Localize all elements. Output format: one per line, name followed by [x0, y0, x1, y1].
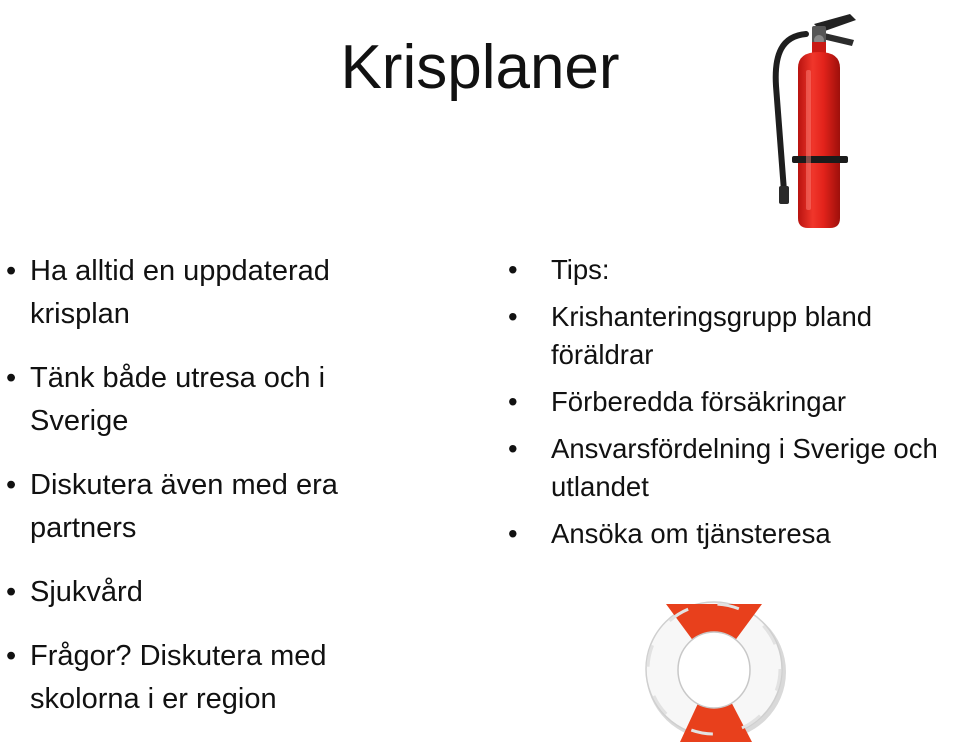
bullet-item: • Ansvarsfördelning i Sverige och utlandet	[506, 430, 960, 506]
left-bullet-list	[0, 250, 420, 742]
right-bullet-list	[506, 251, 960, 562]
bullet-item: • Tänk både utresa och i Sverige	[0, 357, 420, 443]
bullet-item: • Ansöka om tjänsteresa	[506, 515, 960, 553]
fire-extinguisher-icon	[762, 6, 872, 234]
bullet-item: • Diskutera även med era partners	[0, 464, 420, 550]
bullet-item: • Ha alltid en uppdaterad krisplan	[0, 250, 420, 336]
bullet-item: • Frågor? Diskutera med skolorna i er region	[0, 635, 420, 721]
slide-title: Krisplaner	[340, 33, 620, 102]
bullet-item: • Förberedda försäkringar	[506, 383, 960, 421]
bullet-item: • Krishanteringsgrupp bland föräldrar	[506, 298, 960, 374]
bullet-item: • Tips:	[506, 251, 960, 289]
bullet-item: • Sjukvård	[0, 571, 420, 614]
lifebuoy-icon	[640, 596, 788, 742]
